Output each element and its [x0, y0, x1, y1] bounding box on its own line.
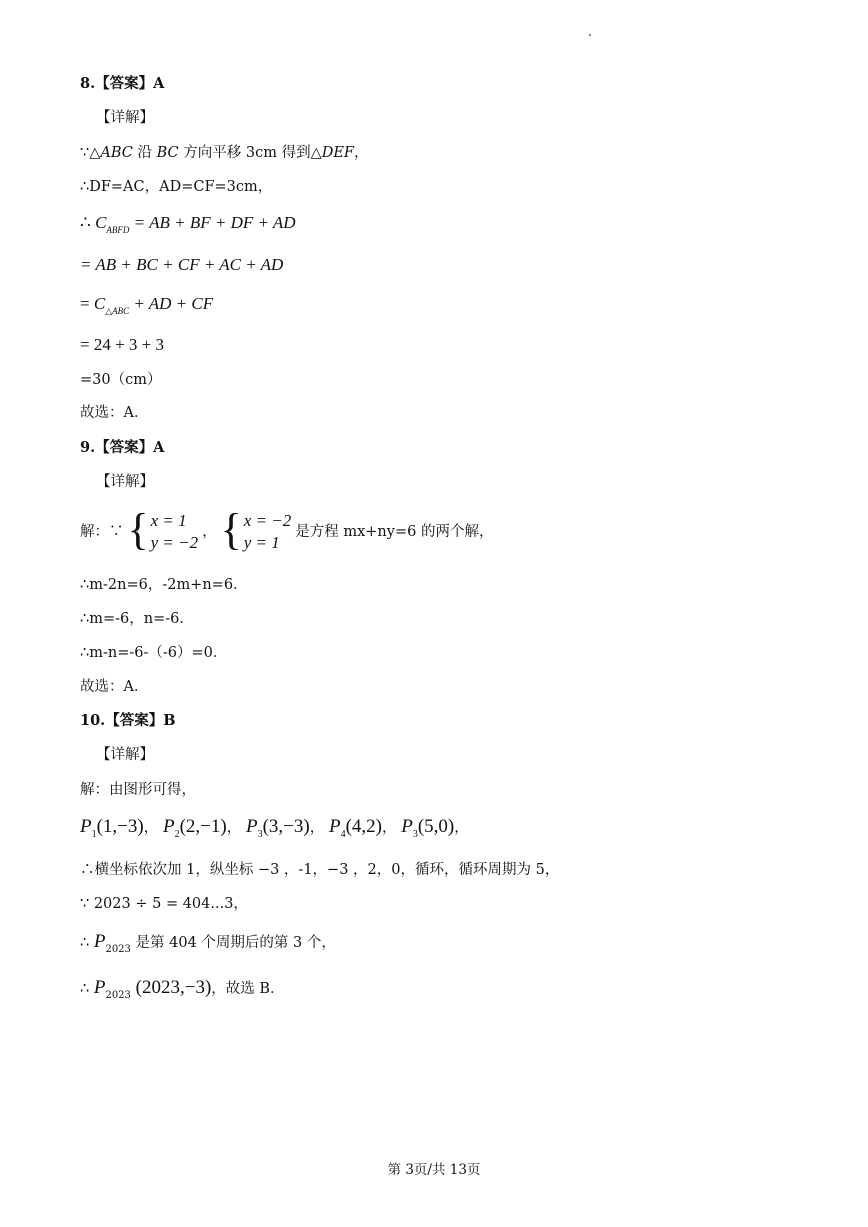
subscript: 2: [174, 829, 180, 840]
q8-line-6: = 24 + 3 + 3: [80, 335, 165, 354]
q8-number: 8.: [80, 75, 96, 92]
q8-line-7: =30（cm）: [80, 372, 162, 388]
q10-header: [80, 711, 176, 731]
text: x = −2: [243, 511, 292, 530]
q10-line-6: [80, 978, 285, 1006]
q9-line-3: ∴m=-6，n=-6．: [80, 611, 194, 627]
q8-answer-label: 【答案】: [95, 75, 154, 92]
text: C: [93, 294, 106, 313]
q8-line-8: 故选：A．: [80, 405, 149, 421]
text: y = −2: [150, 533, 199, 552]
text: (2,−1): [179, 816, 227, 837]
point-4: [328, 816, 382, 840]
text: 是方程 mx+ny=6 的两个解，: [295, 524, 494, 540]
text: P: [93, 977, 106, 998]
text: (1,−3): [96, 816, 144, 837]
q8-header: [80, 74, 164, 94]
q10-points-line: [80, 817, 469, 845]
q9-line-1: [80, 505, 494, 556]
q8-line-2: ∴DF=AC，AD=CF=3cm，: [80, 179, 273, 195]
q9-line-4: ∴m-n=-6-（-6）=0．: [80, 645, 228, 661]
text: x = 1: [150, 511, 187, 530]
text: =: [80, 294, 94, 313]
text: ，: [354, 145, 369, 161]
q8-line-1: [80, 143, 369, 163]
q10-answer-label: 【答案】: [105, 712, 164, 729]
text: (2023,−3): [130, 977, 212, 998]
q10-line-5: [80, 932, 336, 960]
q8-line-3: [80, 213, 296, 240]
text: ∴: [80, 981, 94, 997]
q10-detail-label: 【详解】: [96, 747, 154, 763]
text: ，: [202, 524, 217, 540]
text: ，: [143, 820, 159, 836]
text: ，: [226, 820, 242, 836]
text: P: [162, 816, 175, 837]
subscript: 4: [340, 829, 346, 840]
text: = AB + BF + DF + AD: [129, 213, 296, 232]
subscript: 3: [412, 829, 418, 840]
text: P: [245, 816, 258, 837]
q9-detail-label: 【详解】: [96, 474, 154, 490]
text: + AD + CF: [129, 294, 214, 313]
text: 沿: [132, 145, 157, 161]
subscript: 3: [257, 829, 263, 840]
q8-line-4: = AB + BC + CF + AC + AD: [80, 255, 284, 274]
q8-answer: A: [153, 75, 165, 92]
page-footer: 第 3页/共 13页: [387, 1162, 481, 1178]
text: (4,2): [345, 816, 382, 837]
text: ，故选 B．: [211, 981, 285, 997]
q10-line-4: ∵ 2023 ÷ 5 = 404...3，: [80, 896, 248, 912]
text: 方向平移 3cm 得到△: [178, 145, 322, 161]
text: 是第 404 个周期后的第 3 个，: [130, 935, 336, 951]
text: ∴: [80, 935, 94, 951]
text: P: [80, 816, 92, 837]
q10-line-1: 解：由图形可得，: [80, 782, 196, 798]
subscript: 2023: [105, 944, 131, 955]
text: DEF: [321, 145, 354, 161]
q9-answer: A: [153, 439, 165, 456]
text: ，: [381, 820, 397, 836]
point-5: [401, 816, 455, 840]
text: P: [328, 816, 341, 837]
point-2: [162, 816, 227, 840]
q9-answer-label: 【答案】: [95, 439, 154, 456]
scan-dot: [589, 34, 591, 36]
text: (5,0): [417, 816, 455, 837]
q9-header: [80, 438, 164, 458]
text: ，: [309, 820, 325, 836]
q9-line-2: ∴m-2n=6，-2m+n=6．: [80, 577, 248, 593]
text: ABC: [100, 145, 133, 161]
text: BC: [156, 145, 179, 161]
equation-system-2: { x = −2 y = 1: [220, 505, 292, 554]
text: (3,−3): [262, 816, 310, 837]
subscript: 2023: [105, 990, 131, 1001]
q8-detail-label: 【详解】: [96, 110, 154, 126]
text: y = 1: [243, 533, 280, 552]
text: P: [93, 931, 106, 952]
q9-number: 9.: [80, 439, 96, 456]
subscript: △ABC: [105, 306, 130, 316]
q9-line-5: 故选：A．: [80, 679, 149, 695]
q10-number: 10.: [80, 712, 106, 729]
equation-system-1: { x = 1 y = −2: [127, 505, 199, 554]
text: ，: [454, 820, 469, 836]
subscript: ABFD: [106, 225, 130, 235]
text: P: [401, 816, 413, 837]
subscript: 1: [91, 829, 97, 840]
text: 解：∵: [80, 524, 124, 540]
text: ∴: [80, 213, 96, 232]
q10-answer: B: [163, 712, 176, 729]
text: ∵△: [80, 145, 101, 161]
point-3: [245, 816, 310, 840]
point-1: [80, 816, 144, 840]
q10-line-3: ∴横坐标依次加 1，纵坐标 −3 ，-1，−3 ，2，0，循环，循环周期为 5，: [80, 862, 560, 878]
q8-line-5: [80, 294, 213, 321]
text: C: [95, 213, 107, 232]
